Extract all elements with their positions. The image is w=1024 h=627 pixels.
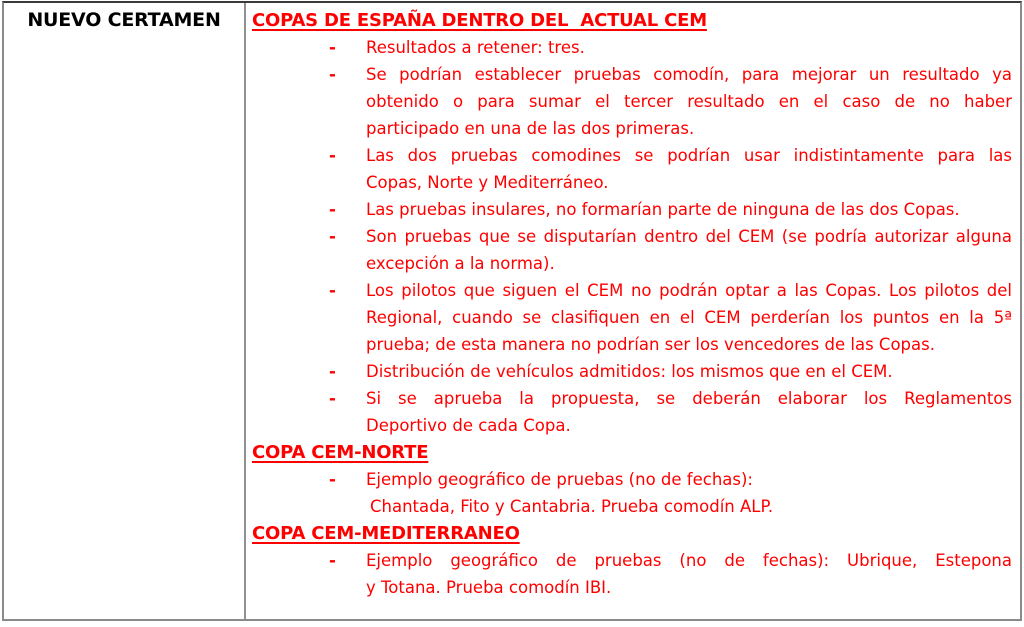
left-column-nuevo-certamen: [4, 3, 246, 619]
bullet-item: [252, 61, 1012, 142]
bullet-item: [252, 385, 1012, 439]
bullet-line: excepción a la norma).: [366, 254, 555, 273]
bullet-dash: -: [329, 38, 336, 57]
bullet-item: [252, 223, 1012, 277]
bullet-line: Si se aprueba la propuesta, se deberán elaborar los Reglamentos: [366, 389, 1012, 408]
bullet-dash: -: [329, 65, 336, 84]
bullet-line: prueba; de esta manera no podrían ser los vencedores de las Copas.: [366, 335, 935, 354]
bullet-line: Deportivo de cada Copa.: [366, 416, 571, 435]
section-heading-copas-espana: COPAS DE ESPAÑA DENTRO DEL ACTUAL CEM: [252, 10, 707, 31]
bullet-line: Ejemplo geográfico de pruebas (no de fechas):: [366, 470, 753, 489]
bullet-line: Chantada, Fito y Cantabria. Prueba comodín ALP.: [370, 497, 774, 516]
bullet-line: Son pruebas que se disputarían dentro del CEM (se podría autorizar alguna: [366, 227, 1012, 246]
bullet-item: [252, 547, 1012, 601]
bullet-dash: -: [329, 281, 336, 300]
proposal-table: [2, 1, 1022, 621]
bullet-line: Copas, Norte y Mediterráneo.: [366, 173, 609, 192]
bullet-line: Se podrían establecer pruebas comodín, para mejorar un resultado ya: [366, 65, 1012, 84]
bullet-dash: -: [329, 470, 336, 489]
bullet-item: [252, 277, 1012, 358]
bullet-line: Regional, cuando se clasifiquen en el CEM perderían los puntos en la 5ª: [366, 308, 1012, 327]
bullet-item: [252, 466, 1012, 520]
bullet-dash: -: [329, 227, 336, 246]
section-heading-copa-cem-norte: COPA CEM-NORTE: [252, 442, 429, 463]
bullet-line: participado en una de las dos primeras.: [366, 119, 695, 138]
bullet-line: Los pilotos que siguen el CEM no podrán optar a las Copas. Los pilotos del: [366, 281, 1012, 300]
section-heading-copa-cem-mediterraneo: COPA CEM-MEDITERRANEO: [252, 523, 520, 544]
bullet-dash: -: [329, 551, 336, 570]
bullet-dash: -: [329, 389, 336, 408]
bullet-line: Las pruebas insulares, no formarían parte de ninguna de las dos Copas.: [366, 200, 960, 219]
right-column-details: [246, 3, 1020, 619]
bullet-item: [252, 142, 1012, 196]
bullet-line: y Totana. Prueba comodín IBI.: [366, 578, 612, 597]
bullet-line: obtenido o para sumar el tercer resultado en el caso de no haber: [366, 92, 1012, 111]
bullet-dash: -: [329, 200, 336, 219]
bullet-dash: -: [329, 362, 336, 381]
bullet-line: Ejemplo geográfico de pruebas (no de fechas): Ubrique, Estepona: [366, 551, 1012, 570]
row-title: NUEVO CERTAMEN: [27, 9, 221, 31]
bullet-item: [252, 358, 1012, 385]
bullet-item: [252, 196, 1012, 223]
bullet-line: Distribución de vehículos admitidos: los mismos que en el CEM.: [366, 362, 893, 381]
bullet-item: [252, 34, 1012, 61]
bullet-line: Las dos pruebas comodines se podrían usar indistintamente para las: [366, 146, 1012, 165]
bullet-dash: -: [329, 146, 336, 165]
bullet-line: Resultados a retener: tres.: [366, 38, 585, 57]
